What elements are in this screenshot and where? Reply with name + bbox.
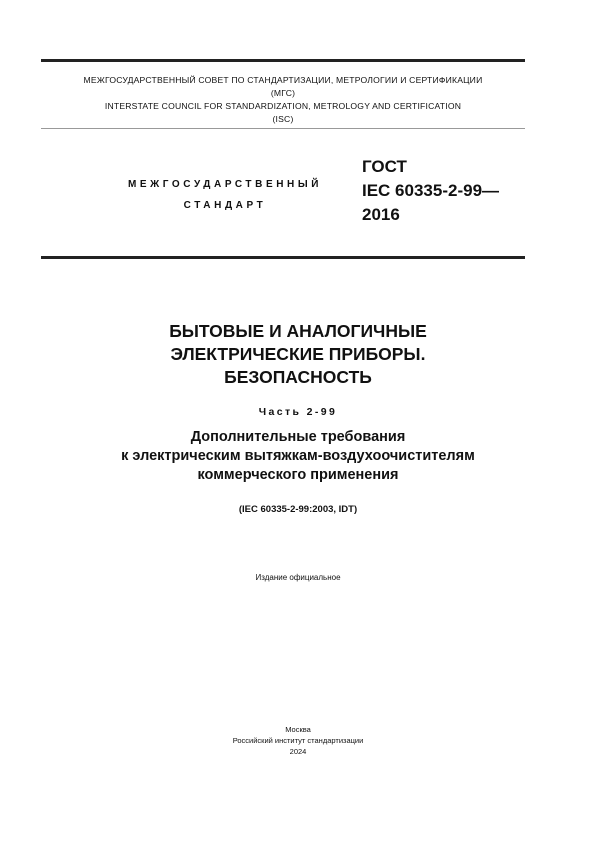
edition-label: Издание официальное	[255, 573, 341, 582]
designation-line2: IEC 60335-2-99—	[362, 181, 500, 200]
imprint-year: 2024	[289, 747, 307, 756]
iec-reference: (IEC 60335-2-99:2003, IDT)	[238, 504, 358, 515]
imprint-city: Москва	[285, 725, 311, 734]
standard-type-line2: СТАНДАРТ	[183, 200, 267, 211]
council-abbr-ru: (МГС)	[270, 88, 296, 98]
document-subtitle	[41, 428, 555, 485]
title-line1: БЫТОВЫЕ И АНАЛОГИЧНЫЕ	[169, 321, 427, 341]
standard-type	[100, 174, 350, 216]
standard-type-line1: МЕЖГОСУДАРСТВЕННЫЙ	[127, 179, 323, 190]
title-line3: БЕЗОПАСНОСТЬ	[224, 367, 372, 387]
thin-rule	[41, 128, 525, 129]
document-title	[41, 320, 555, 389]
standard-designation	[362, 155, 499, 227]
council-name-en: INTERSTATE COUNCIL FOR STANDARDIZATION, METROLOGY AND CERTIFICATION	[104, 101, 462, 111]
title-line2: ЭЛЕКТРИЧЕСКИЕ ПРИБОРЫ.	[170, 344, 426, 364]
council-name-ru: МЕЖГОСУДАРСТВЕННЫЙ СОВЕТ ПО СТАНДАРТИЗАЦИИ, МЕТРОЛОГИИ И СЕРТИФИКАЦИИ	[83, 75, 483, 85]
imprint-publisher: Российский институт стандартизации	[232, 736, 364, 745]
designation-line3: 2016	[362, 205, 400, 224]
council-abbr-en: (ISC)	[272, 114, 294, 124]
subtitle-line1: Дополнительные требования	[190, 429, 406, 445]
imprint	[41, 724, 555, 757]
subtitle-line2: к электрическим вытяжкам-воздухоочистителям	[121, 448, 475, 464]
designation-line1: ГОСТ	[362, 157, 407, 176]
mid-rule	[41, 256, 525, 259]
council-block	[41, 74, 525, 126]
top-rule	[41, 59, 525, 62]
part-number: Часть 2-99	[258, 406, 338, 418]
subtitle-line3: коммерческого применения	[197, 467, 399, 483]
